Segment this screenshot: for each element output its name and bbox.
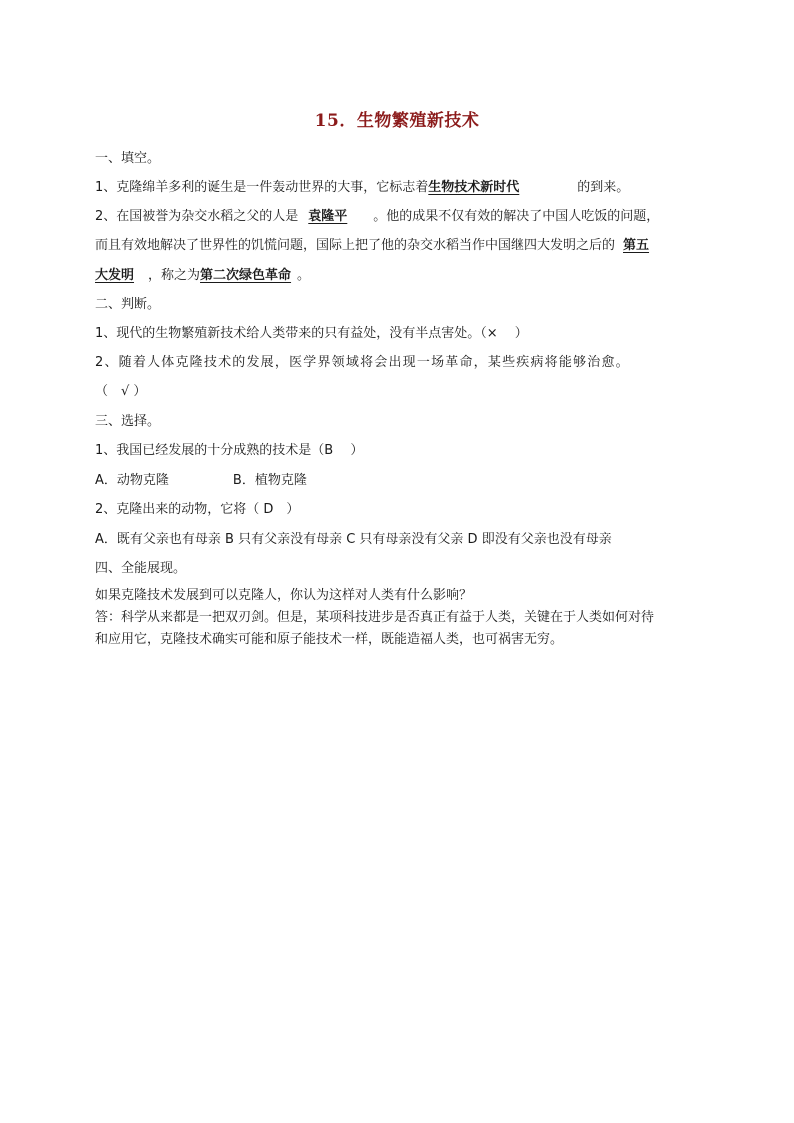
fill-question-2-line1	[95, 208, 659, 226]
section2-heading: 二、判断。	[95, 297, 161, 312]
fill-question-2-line2	[95, 237, 649, 255]
fill-q2-answer1: 袁隆平	[308, 209, 348, 224]
fill-q2-line3-middle: ，称之为	[148, 268, 201, 283]
option-a: A．动物克隆	[95, 473, 169, 488]
judge-question-2: 2、随着人体克隆技术的发展，医学界领域将会出现一场革命，某些疾病将能够治愈。	[95, 355, 630, 370]
fill-q2-answer2-part1: 第五	[623, 238, 650, 253]
fill-q2-prefix: 2、在国被誉为杂交水稻之父的人是	[95, 209, 299, 224]
choice-question-1-options	[95, 472, 307, 490]
fill-q2-line3-suffix: 。	[297, 268, 311, 283]
choice-question-2-options: A．既有父亲也有母亲 B 只有父亲没有母亲 C 只有母亲没有父亲 D 即没有父亲也没有母亲	[95, 532, 612, 547]
open-question: 如果克隆技术发展到可以克隆人，你认为这样对人类有什么影响？	[95, 588, 473, 603]
fill-question-2-line3	[95, 267, 310, 285]
section1-heading: 一、填空。	[95, 151, 161, 166]
fill-q1-prefix: 1、克隆绵羊多利的诞生是一件轰动世界的大事，它标志着	[95, 180, 429, 195]
fill-q2-line1-suffix: 。他的成果不仅有效的解决了中国人吃饭的问题，	[373, 209, 660, 224]
choice-question-2: 2、克隆出来的动物，它将（ D ）	[95, 502, 300, 517]
page-title: 15．生物繁殖新技术	[314, 111, 480, 131]
fill-q2-line2-prefix: 而且有效地解决了世界性的饥慌问题，国际上把了他的杂交水稻当作中国继四大发明之后的	[95, 238, 616, 253]
fill-q2-answer2-part2: 大发明	[95, 268, 135, 283]
fill-q1-suffix: 的到来。	[577, 180, 630, 195]
section4-heading: 四、全能展现。	[95, 561, 187, 576]
judge-question-1: 1、现代的生物繁殖新技术给人类带来的只有益处，没有半点害处。（× ）	[95, 326, 528, 341]
fill-q1-answer: 生物技术新时代	[428, 180, 520, 195]
fill-q2-answer3: 第二次绿色革命	[200, 268, 292, 283]
section3-heading: 三、选择。	[95, 414, 161, 429]
judge-question-2-answer: （ √ ）	[95, 384, 147, 399]
fill-question-1	[95, 179, 629, 197]
open-answer-line1: 答：科学从来都是一把双刃剑。但是，某项科技进步是否真正有益于人类，关键在于人类如何对待	[95, 610, 655, 625]
choice-question-1: 1、我国已经发展的十分成熟的技术是（B ）	[95, 443, 364, 458]
option-b: B．植物克隆	[232, 473, 307, 488]
open-answer-line2: 和应用它，克隆技术确实可能和原子能技术一样，既能造福人类，也可祸害无穷。	[95, 632, 564, 647]
